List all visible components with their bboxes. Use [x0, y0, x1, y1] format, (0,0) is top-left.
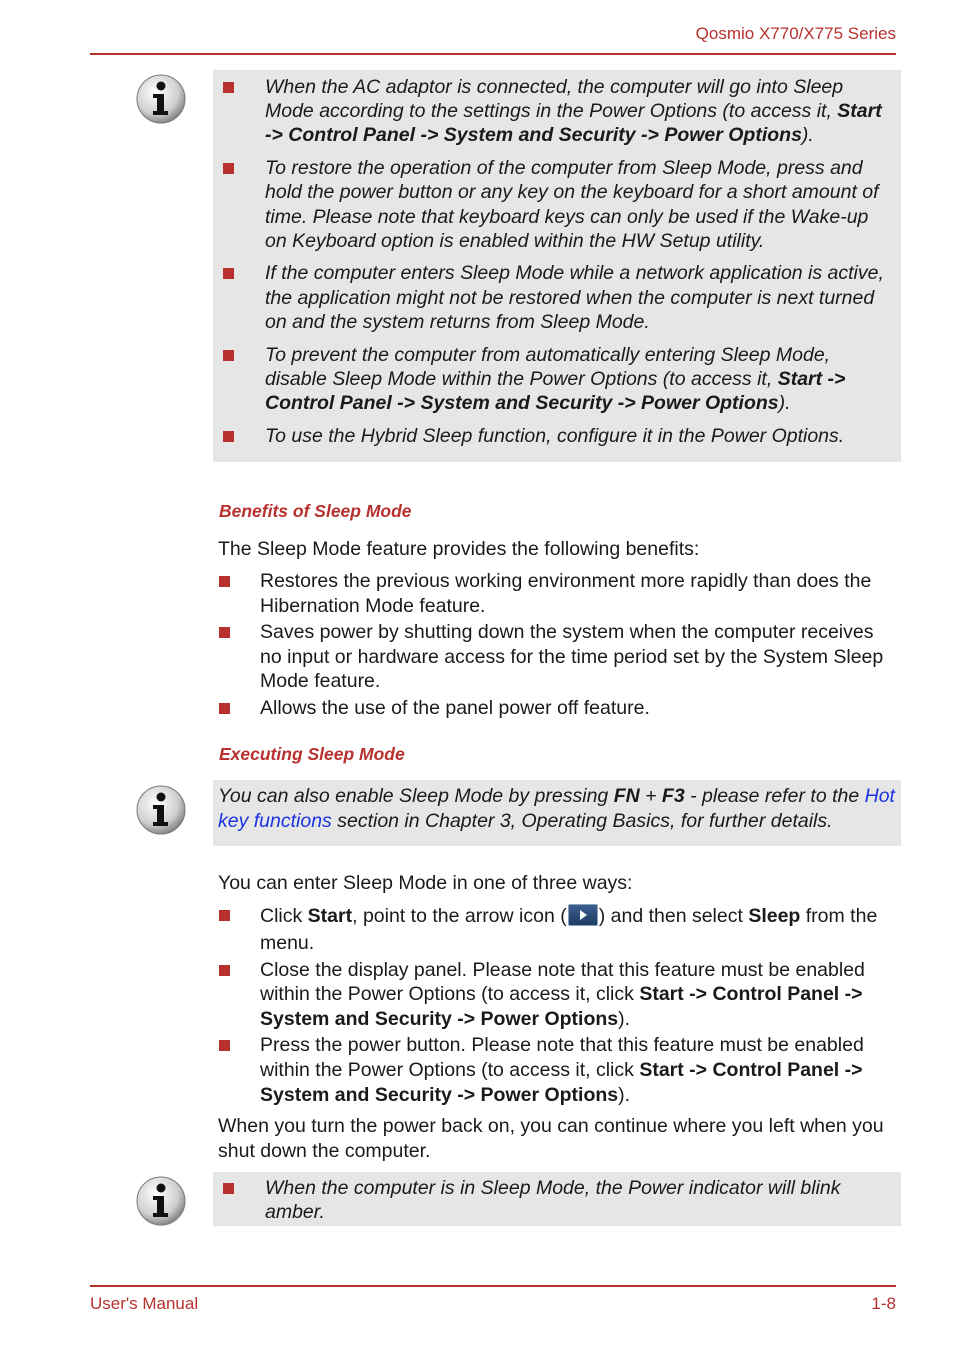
bullet [223, 350, 234, 361]
note-item: When the computer is in Sleep Mode, the Power indicator will blink amber. [217, 1176, 891, 1224]
bullet [223, 1183, 234, 1194]
section-heading-executing: Executing Sleep Mode [219, 744, 405, 764]
note-box-sleep [213, 70, 901, 462]
footer-rule [90, 1285, 896, 1287]
bullet [223, 431, 234, 442]
bullet [223, 82, 234, 93]
benefits-list [218, 569, 898, 722]
note-item: To prevent the computer from automatically entering Sleep Mode, disable Sleep Mode within the Power Options (to access it, Start -> Control Panel -> System and Security -> Power Options). [217, 343, 891, 416]
arrow-icon [568, 904, 598, 926]
note-item: When the AC adaptor is connected, the computer will go into Sleep Mode according to the settings in the Power Options (to access it, Start -> Control Panel -> System and Security -> Power Options). [217, 75, 891, 148]
list-item: Click Start, point to the arrow icon ( ) and then select Sleep from the menu. [218, 903, 898, 956]
executing-list [218, 903, 898, 1109]
bullet [219, 910, 230, 921]
note-item: To restore the operation of the computer from Sleep Mode, press and hold the power button or any key on the keyboard for a short amount of time. Please note that keyboard keys can only be used if the Wake-up on Keyboard option is enabled within the HW Setup utility. [217, 156, 891, 253]
list-item: Saves power by shutting down the system when the computer receives no input or hardware access for the time period set by the System Sleep Mode feature. [218, 620, 898, 694]
info-icon [136, 1176, 186, 1226]
bullet [219, 703, 230, 714]
page-number: 1-8 [871, 1294, 896, 1313]
list-item: Press the power button. Please note that this feature must be enabled within the Power Options (to access it, click Start -> Control Panel -> System and Security -> Power Options). [218, 1033, 898, 1107]
executing-after: When you turn the power back on, you can continue where you left when you shut down the computer. [218, 1115, 884, 1162]
list-item: Restores the previous working environment more rapidly than does the Hibernation Mode feature. [218, 569, 898, 618]
bullet [219, 965, 230, 976]
bullet [219, 627, 230, 638]
bullet [219, 576, 230, 587]
note-box-hotkey: You can also enable Sleep Mode by pressing FN + F3 - please refer to the Hot key functions section in Chapter 3, Operating Basics, for further details. [213, 780, 901, 846]
note-item: If the computer enters Sleep Mode while a network application is active, the application might not be restored when the computer is next turned on and the system returns from Sleep Mode. [217, 261, 891, 334]
header-title: Qosmio X770/X775 Series [695, 24, 896, 43]
info-icon [136, 785, 186, 835]
note-item: To use the Hybrid Sleep function, configure it in the Power Options. [217, 424, 891, 448]
note-box-indicator [213, 1172, 901, 1226]
info-icon [136, 74, 186, 124]
list-item: Allows the use of the panel power off feature. [218, 696, 898, 721]
section-heading-benefits: Benefits of Sleep Mode [219, 501, 412, 521]
footer-manual-label: User's Manual [90, 1294, 199, 1313]
benefits-intro: The Sleep Mode feature provides the following benefits: [218, 538, 700, 560]
header-rule [90, 53, 896, 55]
hot-key-functions-link[interactable]: Hot key functions [218, 785, 895, 832]
bullet [219, 1040, 230, 1051]
bullet [223, 268, 234, 279]
executing-intro: You can enter Sleep Mode in one of three ways: [218, 872, 633, 894]
bullet [223, 163, 234, 174]
list-item: Close the display panel. Please note that this feature must be enabled within the Power Options (to access it, click Start -> Control Panel -> System and Security -> Power Options). [218, 958, 898, 1032]
